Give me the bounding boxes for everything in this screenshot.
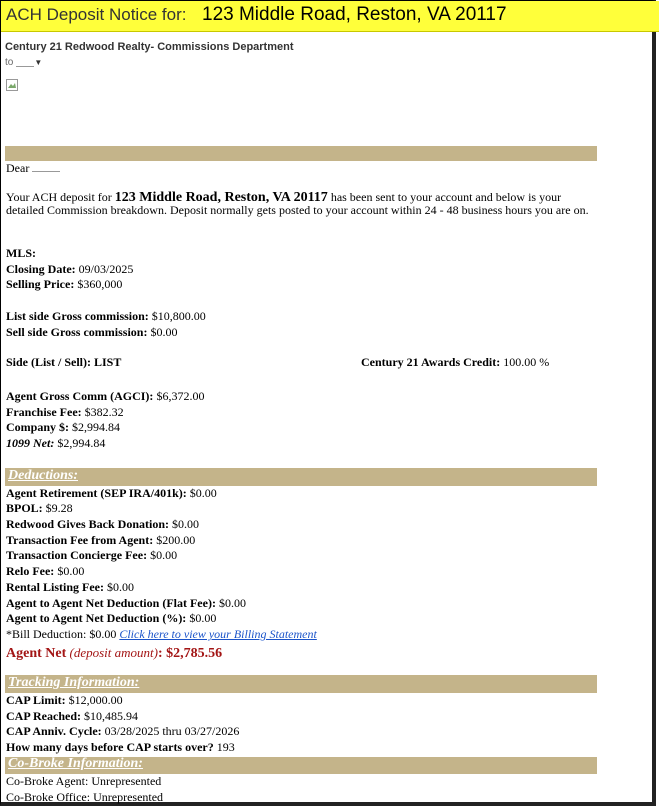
closing-date-value: 09/03/2025 bbox=[75, 262, 134, 276]
deductions-section-band bbox=[5, 468, 597, 486]
selling-price-row bbox=[6, 277, 122, 292]
intro-paragraph bbox=[6, 191, 598, 217]
agent-net-row bbox=[6, 645, 222, 662]
divider-band bbox=[5, 146, 597, 161]
transaction-fee-value: $200.00 bbox=[153, 533, 196, 547]
concierge-fee-label: Transaction Concierge Fee: bbox=[6, 548, 148, 562]
cobroke-agent: Co-Broke Agent: Unrepresented bbox=[6, 774, 162, 788]
net-1099-value: $2,994.84 bbox=[54, 436, 106, 450]
cap-days-row bbox=[6, 740, 235, 755]
sender-name: Century 21 Redwood Realty- Commissions Department bbox=[5, 41, 294, 53]
rental-fee-row bbox=[6, 580, 134, 595]
agci-row bbox=[6, 389, 204, 404]
donation-value: $0.00 bbox=[169, 517, 200, 531]
list-gross-row bbox=[6, 309, 206, 324]
sell-gross-value: $0.00 bbox=[147, 325, 178, 339]
a2a-pct-row bbox=[6, 611, 216, 626]
rental-fee-label: Rental Listing Fee: bbox=[6, 580, 104, 594]
a2a-flat-value: $0.00 bbox=[215, 596, 246, 610]
retirement-label: Agent Retirement (SEP IRA/401k): bbox=[6, 486, 187, 500]
bpol-value: $9.28 bbox=[42, 501, 73, 515]
agent-net-deposit: (deposit amount) bbox=[66, 645, 158, 660]
transaction-fee-label: Transaction Fee from Agent: bbox=[6, 533, 154, 547]
agent-net-amount: : $2,785.56 bbox=[157, 646, 223, 661]
cap-reached-value: $10,485.94 bbox=[81, 709, 138, 723]
a2a-flat-row bbox=[6, 596, 246, 611]
cap-reached-label: CAP Reached: bbox=[6, 709, 81, 723]
relo-fee-row bbox=[6, 564, 84, 579]
concierge-fee-row bbox=[6, 548, 177, 563]
mls-label: MLS: bbox=[6, 246, 36, 260]
net-1099-label: 1099 Net: bbox=[6, 436, 55, 450]
broken-image-icon bbox=[6, 79, 18, 91]
relo-fee-label: Relo Fee: bbox=[6, 564, 55, 578]
transaction-fee-row bbox=[6, 533, 195, 548]
cap-limit-row bbox=[6, 693, 123, 708]
cobroke-title: Co-Broke Information: bbox=[8, 756, 143, 771]
to-label: to bbox=[5, 57, 14, 68]
agent-net-label: Agent Net bbox=[6, 646, 67, 661]
cap-days-value: 193 bbox=[213, 740, 235, 754]
awards-credit-label: Century 21 Awards Credit: bbox=[361, 355, 501, 369]
cap-reached-row bbox=[6, 709, 138, 724]
sell-gross-row bbox=[6, 325, 177, 340]
relo-fee-value: $0.00 bbox=[54, 564, 85, 578]
recipient-row bbox=[5, 57, 42, 68]
retirement-row bbox=[6, 486, 217, 501]
dear-label: Dear bbox=[6, 161, 30, 175]
list-gross-label: List side Gross commission: bbox=[6, 309, 149, 323]
retirement-value: $0.00 bbox=[186, 486, 217, 500]
a2a-pct-value: $0.00 bbox=[186, 611, 217, 625]
cap-cycle-value: 03/28/2025 thru 03/27/2026 bbox=[101, 724, 240, 738]
cap-cycle-label: CAP Anniv. Cycle: bbox=[6, 724, 102, 738]
agci-label: Agent Gross Comm (AGCI): bbox=[6, 389, 154, 403]
list-gross-value: $10,800.00 bbox=[148, 309, 206, 323]
company-value: $2,994.84 bbox=[69, 420, 121, 434]
rental-fee-value: $0.00 bbox=[104, 580, 134, 594]
sell-gross-label: Sell side Gross commission: bbox=[6, 325, 148, 339]
cap-days-label: How many days before CAP starts over? bbox=[6, 740, 214, 754]
greeting bbox=[6, 161, 60, 176]
cobroke-office: Co-Broke Office: Unrepresented bbox=[6, 790, 164, 804]
cap-limit-value: $12,000.00 bbox=[65, 693, 123, 707]
side-row: Side (List / Sell): LIST bbox=[6, 355, 122, 369]
intro-after: has been sent to your account and below is your detailed Commission breakdown. Deposit normally gets posted to your account within 24 - 48 business hours you are on. bbox=[6, 190, 589, 217]
donation-row bbox=[6, 517, 199, 532]
selling-price-value: $360,000 bbox=[74, 277, 123, 291]
franchise-fee-value: $382.32 bbox=[81, 405, 124, 419]
cap-limit-label: CAP Limit: bbox=[6, 693, 66, 707]
franchise-fee-label: Franchise Fee: bbox=[6, 405, 82, 419]
recipient-name-blank bbox=[32, 163, 60, 172]
agci-value: $6,372.00 bbox=[153, 389, 205, 403]
intro-before: Your ACH deposit for bbox=[6, 190, 115, 204]
awards-credit-value: 100.00 % bbox=[500, 355, 550, 369]
a2a-pct-label: Agent to Agent Net Deduction (%): bbox=[6, 611, 187, 625]
company-row bbox=[6, 420, 120, 435]
awards-credit-row bbox=[361, 355, 549, 370]
chevron-down-icon[interactable]: ▼ bbox=[34, 57, 43, 67]
bill-deduction-row bbox=[6, 627, 317, 642]
deductions-title: Deductions: bbox=[8, 468, 78, 483]
franchise-fee-row bbox=[6, 405, 124, 420]
company-label: Company $: bbox=[6, 420, 70, 434]
closing-date-label: Closing Date: bbox=[6, 262, 76, 276]
closing-date-row bbox=[6, 262, 133, 277]
selling-price-label: Selling Price: bbox=[6, 277, 75, 291]
header-prefix: ACH Deposit Notice for: bbox=[6, 5, 187, 24]
header-address: 123 Middle Road, Reston, VA 20117 bbox=[202, 4, 507, 25]
recipient-field[interactable] bbox=[16, 58, 34, 67]
concierge-fee-value: $0.00 bbox=[147, 548, 178, 562]
a2a-flat-label: Agent to Agent Net Deduction (Flat Fee): bbox=[6, 596, 216, 610]
tracking-title: Tracking Information: bbox=[8, 675, 140, 690]
cap-cycle-row bbox=[6, 724, 239, 739]
bpol-row bbox=[6, 501, 73, 516]
intro-address: 123 Middle Road, Reston, VA 20117 bbox=[114, 190, 328, 205]
bill-deduction-value: $0.00 bbox=[86, 627, 120, 641]
donation-label: Redwood Gives Back Donation: bbox=[6, 517, 170, 531]
bpol-label: BPOL: bbox=[6, 501, 43, 515]
net-1099-row bbox=[6, 436, 105, 451]
notice-header bbox=[1, 1, 659, 32]
billing-statement-link[interactable]: Click here to view your Billing Statement bbox=[119, 627, 317, 641]
bill-deduction-label: *Bill Deduction: bbox=[6, 627, 87, 641]
